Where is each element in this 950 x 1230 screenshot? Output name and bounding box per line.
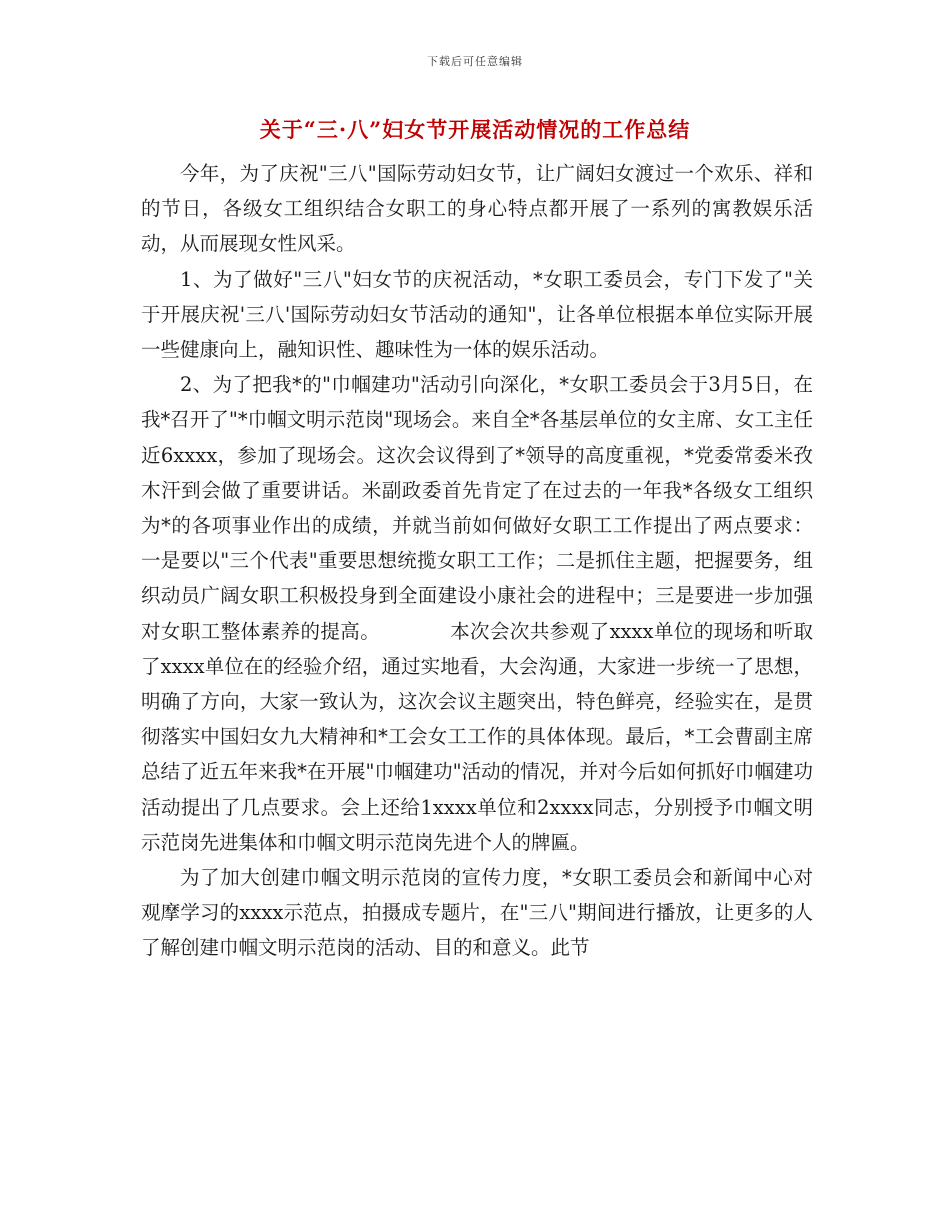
header-note: 下载后可任意编辑	[427, 55, 523, 68]
paragraph-intro: 今年，为了庆祝"三八"国际劳动妇女节，让广阔妇女渡过一个欢乐、祥和的节日，各级女工组织结合女职工的身心特点都开展了一系列的寓教娱乐活动，从而展现女性风采。	[141, 162, 813, 256]
paragraph-publicity: 为了加大创建巾帼文明示范岗的宣传力度，*女职工委员会和新闻中心对观摩学习的xxxx示范点，拍摄成专题片，在"三八"期间进行播放，让更多的人了解创建巾帼文明示范岗的活动、目的和意义。此节	[141, 866, 813, 960]
paragraph-item-1: 1、为了做好"三八"妇女节的庆祝活动，*女职工委员会，专门下发了"关于开展庆祝'三八'国际劳动妇女节活动的通知"，让各单位根据本单位实际开展一些健康向上，融知识性、趣味性为一体的娱乐活动。	[141, 267, 813, 362]
paragraph-item-2: 2、为了把我*的"巾帼建功"活动引向深化，*女职工委员会于3月5日，在我*召开了"*巾帼文明示范岗"现场会。来自全*各基层单位的女主席、女工主任近6xxxx，参加了现场会。这次会议得到了*领导的高度重视，*党委常委米孜木汗到会做了重要讲话。米副政委首先肯定了在过去的一年我*各级女工组织为*的各项事业作出的成绩，并就当前如何做好女职工工作提出了两点要求：一是要以"三个代表"重要思想统揽女职工工作；二是抓住主题，把握要务，组织动员广阔女职工积极投身到全面建设小康社会的进程中；三是要进一步加强对女职工整体素养的提高。 本次会次共参观了xxxx单位的现场和听取了xxxx单位在的经验介绍，通过实地看，大会沟通，大家进一步统一了思想，明确了方向，大家一致认为，这次会议主题突出，特色鲜亮，经验实在，是贯彻落实中国妇女九大精神和*工会女工工作的具体体现。最后，*工会曹副主席总结了近五年来我*在开展"巾帼建功"活动的情况，并对今后如何抓好巾帼建功活动提出了几点要求。会上还给1xxxx单位和2xxxx同志，分别授予巾帼文明示范岗先进集体和巾帼文明示范岗先进个人的牌匾。	[141, 373, 813, 854]
document-title: 关于“三·八”妇女节开展活动情况的工作总结	[259, 117, 691, 142]
document-body	[141, 156, 813, 966]
